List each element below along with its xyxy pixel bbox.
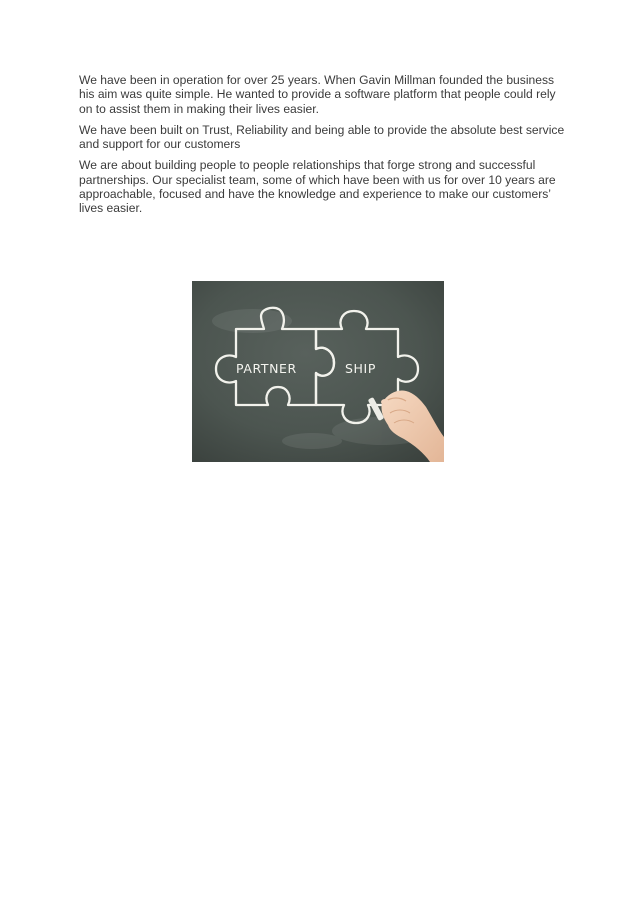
paragraph-values: We have been built on Trust, Reliability and being able to provide the absolute best service and support for our customers (79, 122, 565, 152)
partnership-image (192, 281, 444, 462)
chalkboard-illustration (192, 281, 444, 462)
paragraph-history: We have been in operation for over 25 years. When Gavin Millman founded the business his aim was quite simple. He wanted to provide a software platform that people could rely on to assist them in making their lives easier. (79, 73, 556, 116)
paragraph-relationships: We are about building people to people relationships that forge strong and successful partnerships. Our specialist team, some of which have been with us for over 10 years are approachable, focused and have the knowledge and experience to make our customers’ lives easier. (79, 158, 556, 216)
body-text (79, 73, 569, 223)
left-piece-label: PARTNER (236, 361, 297, 376)
right-piece-label: SHIP (345, 361, 376, 376)
